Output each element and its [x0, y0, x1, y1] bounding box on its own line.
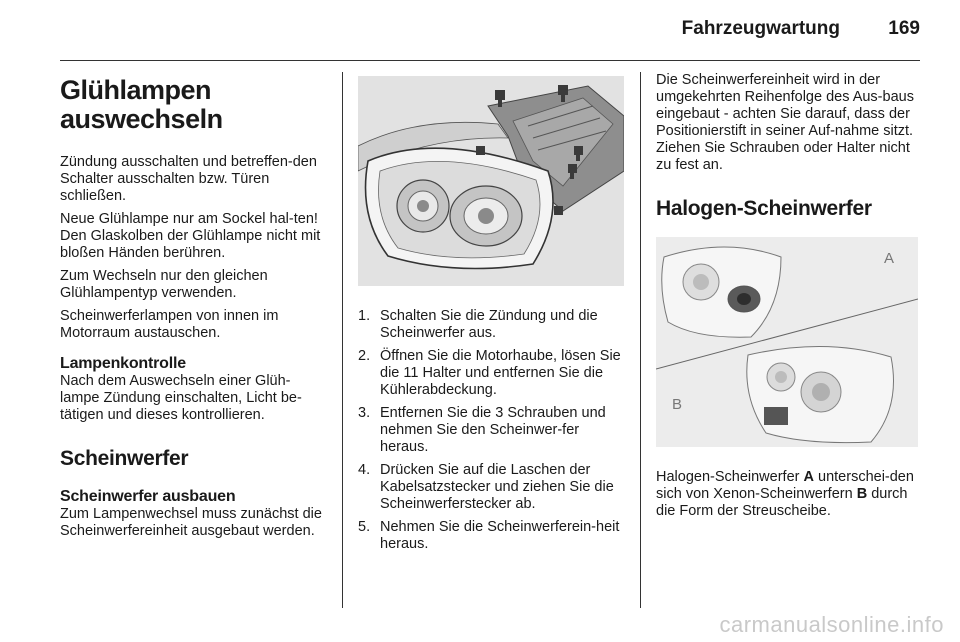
list-item: 4. Drücken Sie auf die Laschen der Kabelsatzstecker und ziehen Sie die Scheinwerferstecker ab. [358, 462, 614, 512]
paragraph: Scheinwerferlampen von innen im Motorraum austauschen. [60, 308, 279, 341]
lampenkontrolle-text: Nach dem Auswechseln einer Glüh-lampe Zündung einschalten, Licht be-tätigen und dieses kontrollieren. [60, 373, 302, 423]
watermark: carmanualsonline.info [719, 612, 944, 637]
halogen-heading: Halogen-Scheinwerfer [656, 197, 872, 220]
scheinwerfer-heading: Scheinwerfer [60, 447, 189, 470]
figure-caption: Halogen-Scheinwerfer A unterschei-den sich von Xenon-Scheinwerfern B durch die Form der Streuscheibe. [656, 469, 914, 519]
column-right [656, 72, 922, 526]
main-heading: Glühlampen auswechseln [60, 75, 223, 134]
label-a: A [884, 250, 895, 267]
paragraph: Zündung ausschalten und betreffen-den Schalter ausschalten bzw. Türen schließen. [60, 154, 317, 204]
headlamp-comparison-drawing [656, 237, 918, 447]
column-divider-right [640, 72, 641, 608]
removal-steps [358, 308, 624, 553]
scheinwerfer-ausbauen-heading: Scheinwerfer ausbauen [60, 488, 236, 505]
list-item: 5. Nehmen Sie die Scheinwerferein-heit heraus. [358, 519, 620, 552]
label-b: B [672, 396, 683, 413]
column-left [60, 72, 326, 546]
halogen-xenon-comparison-illustration [656, 237, 918, 447]
headlamp-removal-illustration [358, 76, 624, 286]
lampenkontrolle-heading: Lampenkontrolle [60, 355, 186, 372]
reinstall-text: Die Scheinwerfereinheit wird in der umgekehrten Reihenfolge des Aus-baus eingebaut - achten Sie darauf, dass der Positionierstift in seiner Auf-nahme sitzt. Ziehen Sie Schrauben oder Halter nicht zu fest an. [656, 72, 914, 173]
paragraph: Neue Glühlampe nur am Sockel hal-ten! Den Glaskolben der Glühlampe nicht mit bloßen Händen berühren. [60, 211, 321, 261]
column-divider-left [342, 72, 343, 608]
header-rule [60, 60, 920, 61]
scheinwerfer-ausbauen-text: Zum Lampenwechsel muss zunächst die Scheinwerfereinheit ausgebaut werden. [60, 506, 322, 539]
page-header-title: Fahrzeugwartung [681, 18, 840, 39]
list-item: 1. Schalten Sie die Zündung und die Scheinwerfer aus. [358, 308, 598, 341]
headlamp-removal-drawing [358, 76, 624, 286]
paragraph: Zum Wechseln nur den gleichen Glühlampentyp verwenden. [60, 268, 268, 301]
column-middle [358, 72, 624, 559]
page-number: 169 [888, 18, 920, 39]
list-item: 3. Entfernen Sie die 3 Schrauben und nehmen Sie den Scheinwer-fer heraus. [358, 405, 606, 455]
list-item: 2. Öffnen Sie die Motorhaube, lösen Sie die 11 Halter und entfernen Sie die Kühlerabdeckung. [358, 348, 621, 398]
